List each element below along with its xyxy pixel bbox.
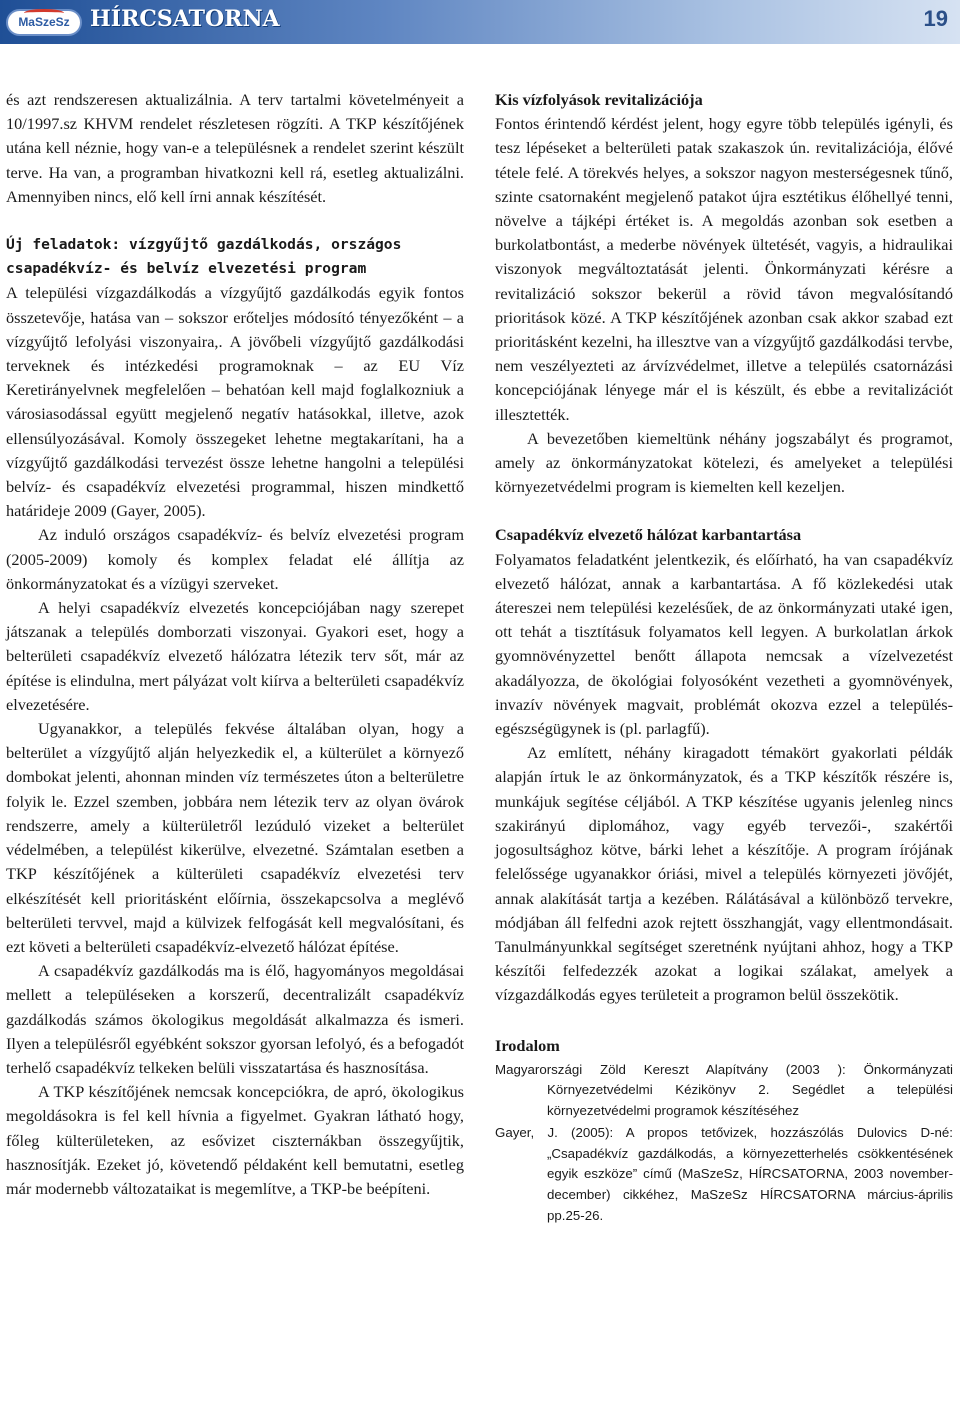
page-number: 19 (923, 6, 948, 31)
logo-text: MaSzeSz (18, 15, 70, 29)
paragraph: A települési vízgazdálkodás a vízgyűjtő gazdálkodás egyik fontos összetevője, hatása van – sokszor erőteljes módosító tényezőként – a vízgyűjtő lefolyási viszonyaira,. A jövőbeli vízgyűjtő gazdálkodási terveknek és intézkedési programoknak – az EU Víz Keretirányelvnek megfelelően – behatóan kell majd foglalkozniuk a városiasodással együtt megjelenő negatív hatásokkal, illetve, azok ellensúlyozásával. Komoly összegeket lehetne megtakarítani, ha a vízgyűjtő gazdálkodási tervezést össze lehetne hangolni a települési belvíz- és csapadékvíz elvezetési programmal, hiszen mindkettő határideje 2009 (Gayer, 2005). (6, 283, 464, 521)
references-heading: Irodalom (495, 1035, 560, 1055)
masszesz-logo (6, 9, 82, 36)
paragraph: A helyi csapadékvíz elvezetés koncepciójában nagy szerepet játszanak a település domborzati viszonyai. Gyakori eset, hogy a belterületi csapadékvíz elvezető hálózatra létezik terv sőt, már az építése is elindulna, mert pályázat volt kiírva a belterületi csapadékvíz elvezetésére. (6, 598, 464, 714)
paragraph: A TKP készítőjének nemcsak koncepciókra, de apró, ökologikus megoldásokra is fel kell hívnia a figyelmet. Gyakran látható hogy, főleg külterületeken, az esővizet ciszternákban összegyűjtik, hasznosítják. Ezeket jó, követendő példaként kell bemutatni, esetleg már modernebb változataikat is megemlítve, a TKP-be beépíteni. (6, 1082, 464, 1198)
paragraph: Az említett, néhány kiragadott témakört gyakorlati példák alapján írtuk le az önkormányzatok, és a TKP készítők részére is, munkájuk segítése céljából. A TKP készítése ugyanis jelenleg nincs szakirányú diplomához, vagy egyéb tervezői-, szakértői jogosultsághoz kötve, bárki lehet a készítője. A program írójának felelőssége ugyanakkor óriási, mivel a település környezeti jövőjét, annak alakítását tartja a kezében. Rálátásával a különböző tervekre, módjában áll felfedni azok rejtett összhangját, vagy ellentmondásait. Tanulmányunkkal segítséget szeretnénk nyújtani ahhoz, hogy a TKP készítői felfedezzék azokat a logikai szálakat, amelyek a vízgazdálkodás egyes területeit a programon belül összekötik. (495, 743, 953, 1005)
right-column (495, 88, 953, 1226)
page-header (0, 0, 960, 44)
reference-item: Magyarországi Zöld Kereszt Alapítvány (2003 ): Önkormányzati Környezetvédelmi Kézikönyv 2. Segédlet a települési környezetvédelmi programok készítéséhez (495, 1061, 953, 1118)
paragraph: Fontos érintendő kérdést jelent, hogy egyre több település igényli, és tesz lépéseket a belterületi patak szakaszok ún. revitalizációja, élővé tétele felé. A törekvés helyes, a sokszor nagyon mesterségesnek tűnő, szinte csatornaként megjelenő patakot újra esztétikus élőhellyé tenni, növelve a tájképi értéket is. A megoldás azonban sok esetben a burkolatbontást, a mederbe növények ültetését, vagyis, a hidraulikai viszonyok megváltoztatását jelenti. Önkormányzati kérésre a revitalizáció sokszor bekerül a rövid távon megvalósítandó prioritások közé. A TKP készítőjének azonban csak akkor szabad ezt prioritásként kezelni, ha illesztve van a vízgyűjtő gazdálkodási tervbe, nem veszélyezteti az árvízvédelmet, illetve a település csatornázási koncepciójának lényege már el is készült, és ebbe a revitalizációt illesztették. (495, 114, 953, 424)
section-heading-karbantartas: Csapadékvíz elvezető hálózat karbantartása (495, 525, 802, 545)
magazine-title: HÍRCSATORNA (90, 6, 280, 32)
paragraph: A bevezetőben kiemeltünk néhány jogszabályt és programot, amely az önkormányzatokat kötelezi, és amelyeket a települési környezetvédelmi program is kiemelten kell kezeljen. (495, 428, 953, 497)
section-heading-vizgyujto: Új feladatok: vízgyűjtő gazdálkodás, országos csapadékvíz- és belvíz elvezetési program (6, 236, 402, 278)
reference-item: Gayer, J. (2005): A propos tetővizek, hozzászólás Dulovics D-né: „Csapadékvíz gazdálkodás, a környezetterhelés csökkentésének egyik eszköze” című (MaSzeSz, HÍRCSATORNA, 2003 november-december) cikkéhez, MaSzeSz HÍRCSATORNA március-április pp.25-26. (495, 1125, 953, 1223)
section-heading-kis-vizfolyasok: Kis vízfolyások revitalizációja (495, 90, 703, 109)
paragraph: A csapadékvíz gazdálkodás ma is élő, hagyományos megoldásai mellett a településeken a korszerű, decentralizált csapadékvíz gazdálkodás számos ökologikus megoldását alkalmazza és ismeri. Ilyen a településről egyébként sokszor gyorsan lefolyó, és a befogadót terhelő csapadékvíz telkeken belüli visszatartása és hasznosítása. (6, 961, 464, 1077)
paragraph: Ugyanakkor, a település fekvése általában olyan, hogy a belterület a vízgyűjtő alján helyezkedik el, a külterület a környező dombokat jelenti, ahonnan minden víz természetes úton a belterületre folyik le. Ezzel szemben, jobbára nem létezik terv az olyan övárok rendszerre, amely a külterületről lezúduló vizeket a belterület védelmében, a települést kikerülve, elvezetné. Számtalan esetben a TKP készítőjének a külterületi csapadékvíz elvezetési terv elkészítését kell prioritásként előírnia, összekapcsolva a meglévő belterületi tervvel, majd a külvizek felfogását kell megvalósítani, és ezt követi a belterületi csapadékvíz-elvezető hálózat építése. (6, 719, 464, 956)
paragraph: Folyamatos feladatként jelentkezik, és előírható, ha van csapadékvíz elvezető hálózat, annak a karbantartása. A fő közlekedési utak átereszei nem települési kezelésűek, de az önkormányzati utaké igen, ott tehát a tisztításuk folyamatos kell legyen. A burkolatlan árkok gyomnövényzettel benőtt állapota nemcsak a vízelvezetést akadályozza, de ökológiai folyosóként vezetheti a gyomnövények, invazív növények magvait, problémát okozva ezzel a település-egészségügynek is (pl. parlagfű). (495, 549, 953, 739)
left-column (6, 88, 464, 1201)
paragraph: Az induló országos csapadékvíz- és belvíz elvezetési program (2005-2009) komoly és komplex feladat elé állítja az önkormányzatokat és a vízügyi szerveket. (6, 525, 464, 593)
paragraph: és azt rendszeresen aktualizálnia. A terv tartalmi követelményeit a 10/1997.sz KHVM rendelet részletesen rögzíti. A TKP készítőjének utána kell néznie, hogy van-e a településnek a rendelet szerint készült terve. Ha van, a programban hivatkozni kell rá, esetleg aktualizálni. Amennyiben nincs, elő kell írni annak készítését. (6, 90, 464, 206)
